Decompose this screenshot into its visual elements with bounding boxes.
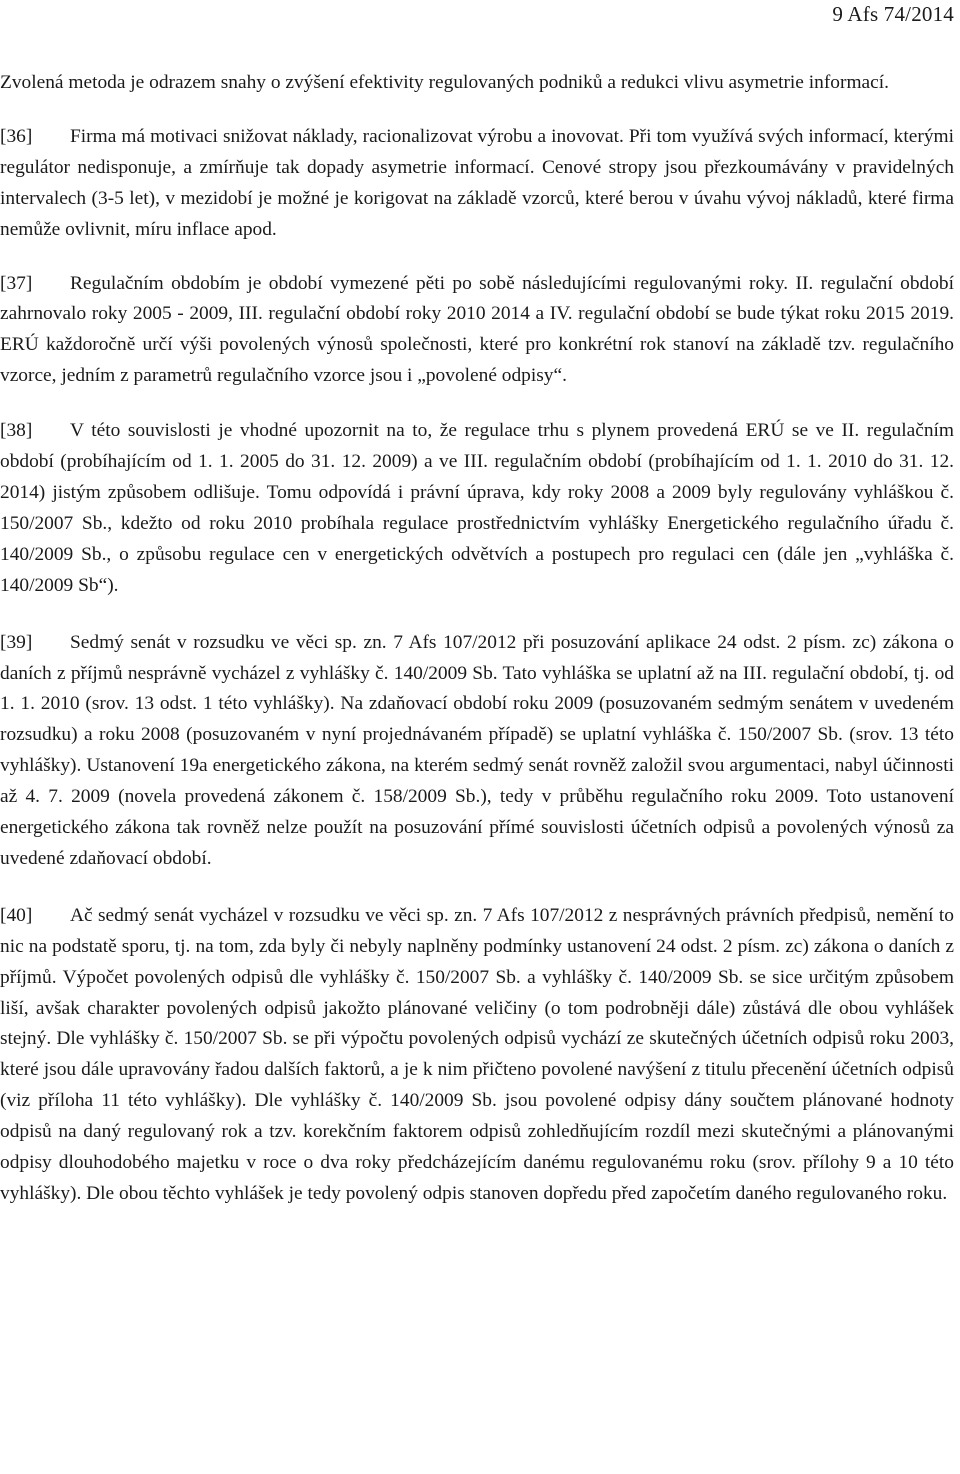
paragraph-40 bbox=[0, 901, 954, 1210]
paragraph-text: Zvolená metoda je odrazem snahy o zvýšení efektivity regulovaných podniků a redukci vlivu asymetrie informací. bbox=[0, 72, 889, 93]
paragraph-text: V této souvislosti je vhodné upozornit na to, že regulace trhu s plynem provedená ERÚ se ve II. regulačním období (probíhajícím od 1. 1. 2005 do 31. 12. 2009) a ve III. regulačním období (probíhajícím od 1. 1. 2010 do 31. 12. 2014) jistým způsobem odlišuje. Tomu odpovídá i právní úprava, kdy roky 2008 a 2009 byly regulovány vyhláškou č. 150/2007 Sb., kdežto od roku 2010 probíhala regulace prostřednictvím vyhlášky Energetického regulačního úřadu č. 140/2009 Sb., o způsobu regulace cen v energetických odvětvích a postupech pro regulaci cen (dále jen „vyhláška č. 140/2009 Sb“). bbox=[0, 420, 954, 596]
paragraph-text: Firma má motivaci snižovat náklady, racionalizovat výrobu a inovovat. Při tom využívá svých informací, kterými regulátor nedisponuje, a zmírňuje tak dopady asymetrie informací. Cenové stropy jsou přezkoumávány v pravidelných intervalech (3-5 let), v mezidobí je možné je korigovat na základě vzorců, které berou v úvahu vývoj nákladů, které firma nemůže ovlivnit, míru inflace apod. bbox=[0, 125, 954, 240]
paragraph-37 bbox=[0, 269, 954, 393]
paragraph-39 bbox=[0, 628, 954, 875]
paragraph-number: [40] bbox=[0, 904, 33, 926]
document-body bbox=[0, 68, 954, 1224]
paragraph-text: Sedmý senát v rozsudku ve věci sp. zn. 7 Afs 107/2012 při posuzování aplikace 24 odst. 2 písm. zc) zákona o daních z příjmů nesprávně vycházel z vyhlášky č. 140/2009 Sb. Tato vyhláška se uplatní až na III. regulační období, tj. od 1. 1. 2010 (srov. 13 odst. 1 této vyhlášky). Na zdaňovací období roku 2009 (posuzovaném sedmým senátem v uvedeném rozsudku) a roku 2008 (posuzovaném v nyní projednávaném případě) se uplatní vyhláška č. 150/2007 Sb. (srov. 13 této vyhlášky). Ustanovení 19a energetického zákona, na kterém sedmý senát rovněž založil svou argumentaci, nabyl účinnosti až 4. 7. 2009 (novela provedená zákonem č. 158/2009 Sb.), tedy v průběhu regulačního roku 2009. Toto ustanovení energetického zákona tak rovněž nelze použít na posuzování přímé souvislosti účetních odpisů a povolených výnosů za uvedené zdaňovací období. bbox=[0, 631, 954, 869]
paragraph-number: [36] bbox=[0, 125, 33, 147]
paragraph-36 bbox=[0, 122, 954, 246]
paragraph-number: [39] bbox=[0, 631, 33, 653]
paragraph-intro bbox=[0, 68, 954, 99]
paragraph-number: [37] bbox=[0, 272, 33, 294]
paragraph-38 bbox=[0, 416, 954, 601]
paragraph-text: Regulačním obdobím je období vymezené pěti po sobě následujícími regulovanými roky. II. regulační období zahrnovalo roky 2005 - 2009, III. regulační období roky 2010 2014 a IV. regulační období se bude týkat roku 2015 2019. ERÚ každoročně určí výši povolených výnosů společnosti, které pro konkrétní rok stanoví na základě tzv. regulačního vzorce, jedním z parametrů regulačního vzorce jsou i „povolené odpisy“. bbox=[0, 272, 954, 387]
paragraph-number: [38] bbox=[0, 420, 33, 442]
paragraph-text: Ač sedmý senát vycházel v rozsudku ve věci sp. zn. 7 Afs 107/2012 z nesprávných právních předpisů, nemění to nic na podstatě sporu, tj. na tom, zda byly či nebyly naplněny podmínky ustanovení 24 odst. 2 písm. zc) zákona o daních z příjmů. Výpočet povolených odpisů dle vyhlášky č. 150/2007 Sb. a vyhlášky č. 140/2009 Sb. se sice určitým způsobem liší, avšak charakter povolených odpisů jakožto plánované veličiny (o tom podrobněji dále) zůstává dle obou vyhlášek stejný. Dle vyhlášky č. 150/2007 Sb. se při výpočtu povolených odpisů vychází ze skutečných účetních odpisů roku 2003, které jsou dále upravovány řadou dalších faktorů, a je k nim přičteno povolené navýšení z titulu přecenění účetních odpisů (viz příloha 11 této vyhlášky). Dle vyhlášky č. 140/2009 Sb. jsou povolené odpisy dány součtem plánované hodnoty odpisů na daný regulovaný rok a tzv. korekčním faktorem odpisů zohledňujícím rozdíl mezi skutečnými a plánovanými odpisy dlouhodobého majetku v roce o dva roky předcházejícím danému regulovanému roku (srov. přílohy 9 a 10 této vyhlášky). Dle obou těchto vyhlášek je tedy povolený odpis stanoven dopředu před započetím daného regulovaného roku. bbox=[0, 904, 954, 1204]
case-number: 9 Afs 74/2014 bbox=[832, 2, 954, 26]
